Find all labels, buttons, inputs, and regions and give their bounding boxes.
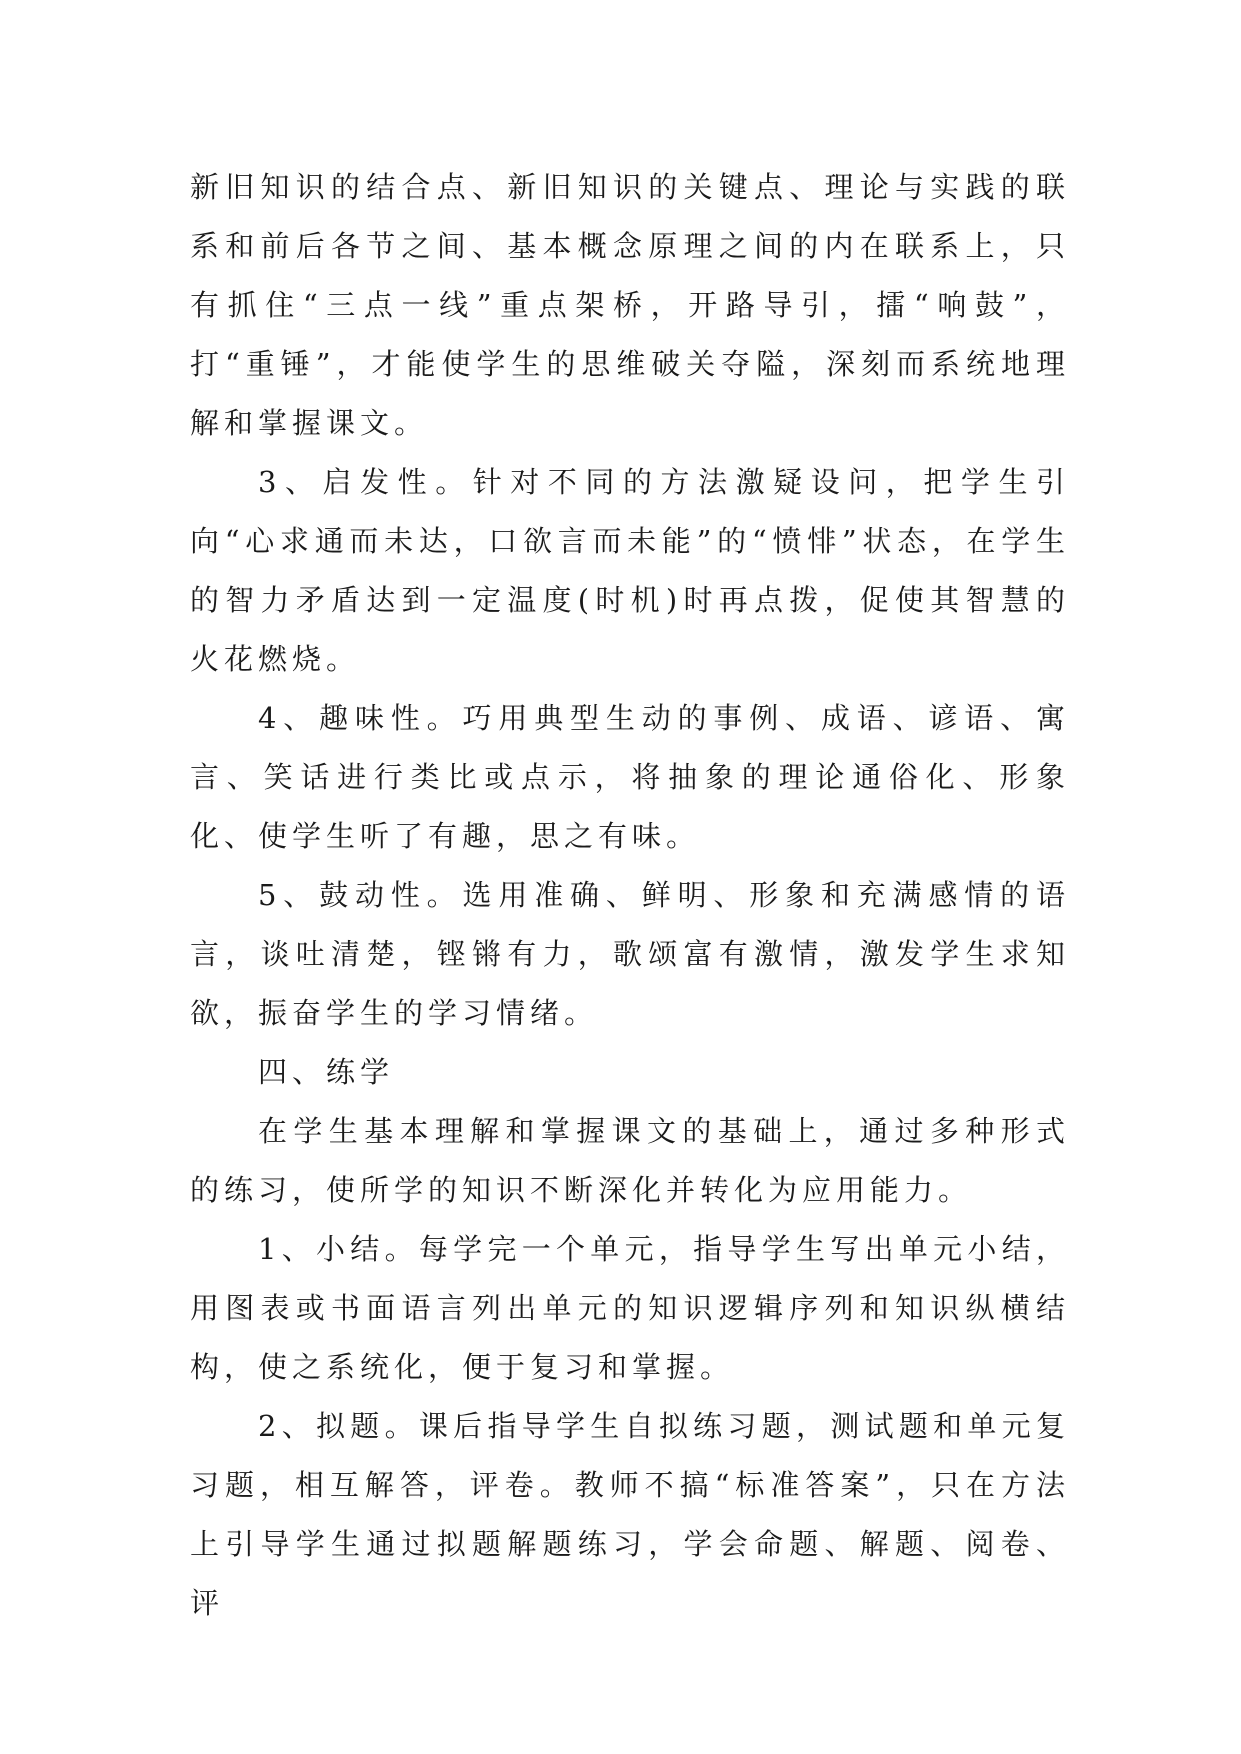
paragraph-continuation: 新旧知识的结合点、新旧知识的关键点、理论与实践的联系和前后各节之间、基本概念原理之间的内在联系上，只有抓住“三点一线”重点架桥，开路导引，擂“响鼓”，打“重锤”，才能使学生的思维破关夺隘，深刻而系统地理解和掌握课文。 (190, 170, 1070, 440)
section-heading-practice: 四、练学 (258, 1055, 395, 1089)
body-text (190, 158, 1070, 1633)
paragraph-heuristic: 3、启发性。针对不同的方法激疑设问，把学生引向“心求通而未达，口欲言而未能”的“愤悱”状态，在学生的智力矛盾达到一定温度(时机)时再点拨，促使其智慧的火花燃烧。 (190, 465, 1070, 676)
paragraph-question-drafting: 2、拟题。课后指导学生自拟练习题，测试题和单元复习题，相互解答，评卷。教师不搞“标准答案”，只在方法上引导学生通过拟题解题练习，学会命题、解题、阅卷、评 (190, 1409, 1070, 1620)
paragraph-practice-intro: 在学生基本理解和掌握课文的基础上，通过多种形式的练习，使所学的知识不断深化并转化为应用能力。 (190, 1114, 1070, 1207)
paragraph-motivation: 5、鼓动性。选用准确、鲜明、形象和充满感情的语言，谈吐清楚，铿锵有力，歌颂富有激情，激发学生求知欲，振奋学生的学习情绪。 (190, 878, 1070, 1030)
paragraph-interest: 4、趣味性。巧用典型生动的事例、成语、谚语、寓言、笑话进行类比或点示，将抽象的理论通俗化、形象化、使学生听了有趣，思之有味。 (190, 701, 1070, 853)
paragraph-summary: 1、小结。每学完一个单元，指导学生写出单元小结，用图表或书面语言列出单元的知识逻辑序列和知识纵横结构，使之系统化，便于复习和掌握。 (190, 1232, 1070, 1384)
